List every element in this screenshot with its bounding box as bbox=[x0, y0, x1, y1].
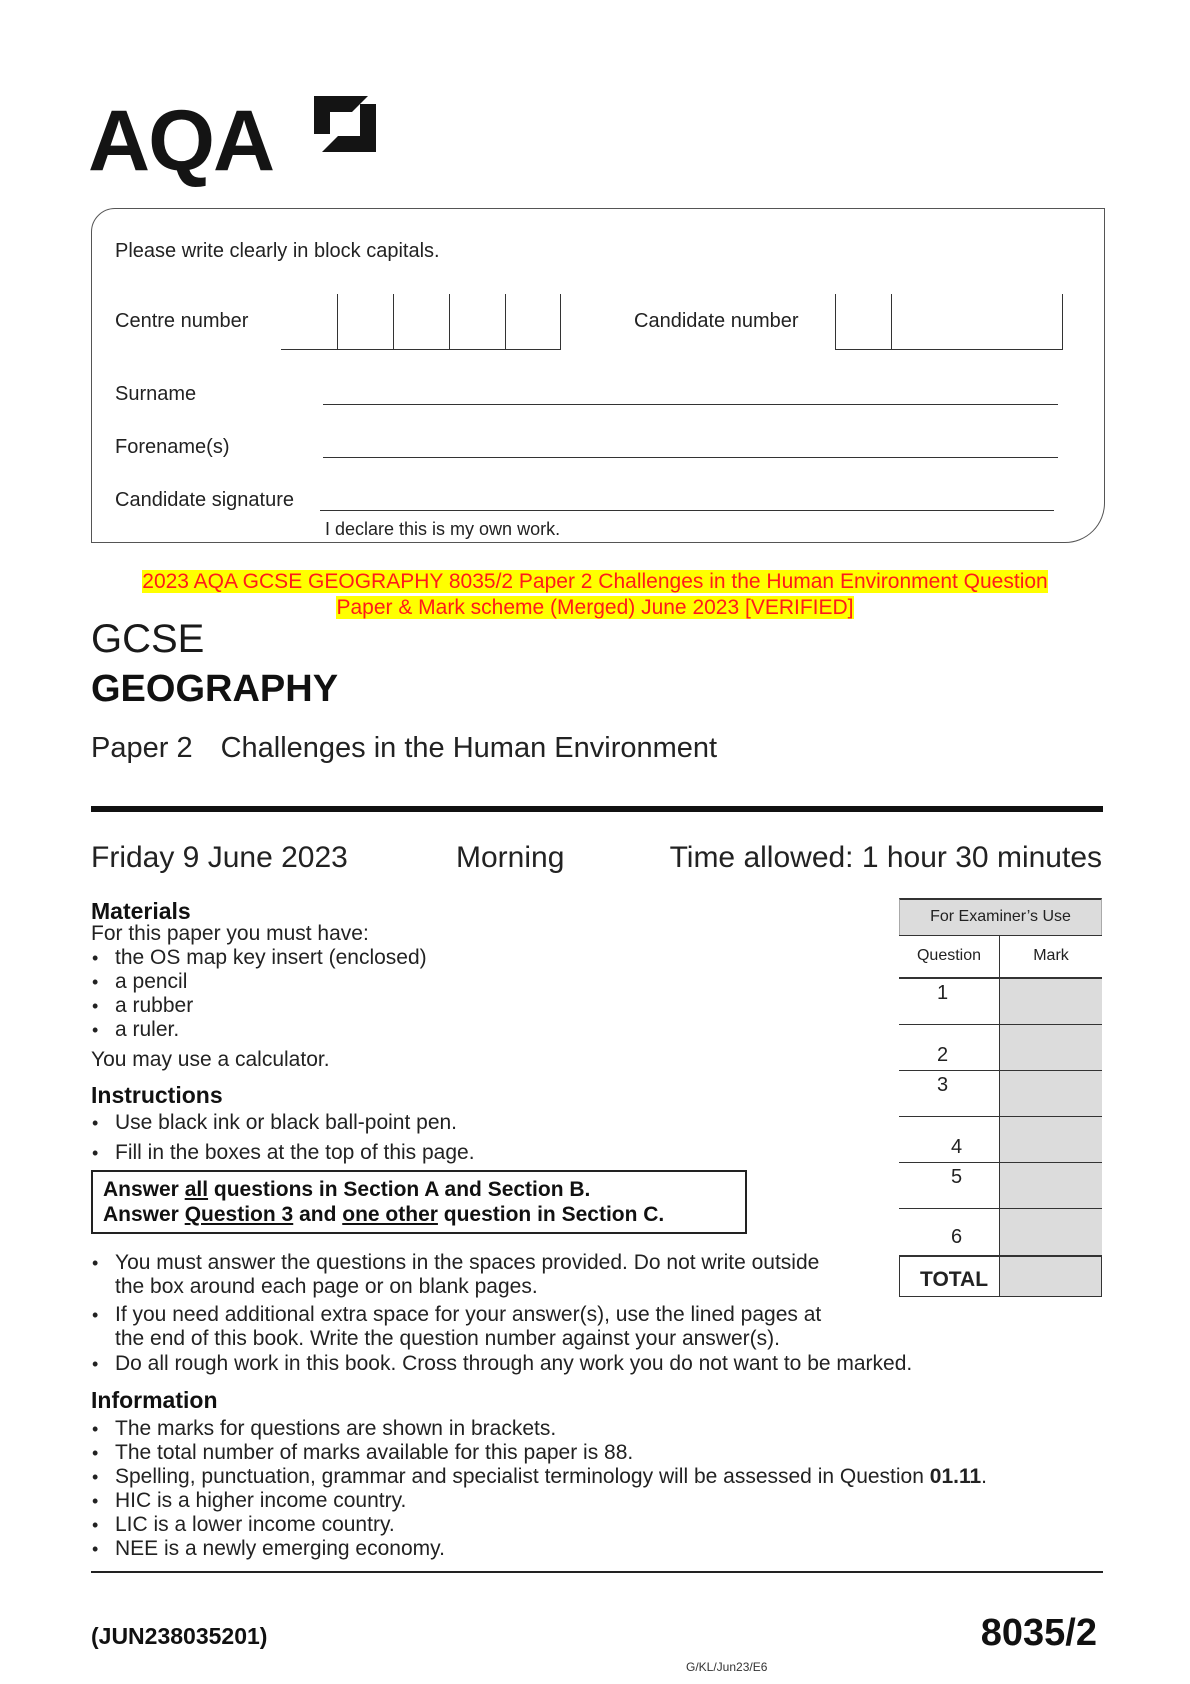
footer-rule bbox=[91, 1571, 1103, 1573]
paper-number: Paper 2 bbox=[91, 732, 193, 764]
materials-item: • a pencil bbox=[115, 970, 187, 994]
thick-rule bbox=[91, 806, 1103, 812]
signature-label: Candidate signature bbox=[115, 489, 295, 511]
materials-intro: For this paper you must have: bbox=[91, 922, 369, 945]
subject-title: GEOGRAPHY bbox=[91, 668, 339, 710]
instruction-item: • Use black ink or black ball-point pen. bbox=[115, 1111, 457, 1135]
answer-rule-line1: Answer all questions in Section A and Section B. bbox=[103, 1178, 591, 1201]
surname-label: Surname bbox=[115, 383, 197, 405]
forename-line[interactable] bbox=[323, 457, 1058, 458]
table-row bbox=[899, 1025, 1102, 1071]
table-row bbox=[899, 1163, 1102, 1209]
block-capitals-instruction: Please write clearly in block capitals. bbox=[115, 240, 440, 262]
title-banner-line1: 2023 AQA GCSE GEOGRAPHY 8035/2 Paper 2 Challenges in the Human Environment Question bbox=[142, 570, 1048, 593]
barcode-reference: (JUN238035201) bbox=[91, 1623, 268, 1649]
table-row bbox=[899, 1071, 1102, 1117]
question-number: 1 bbox=[937, 982, 949, 1004]
materials-heading: Materials bbox=[91, 898, 191, 924]
question-number: 3 bbox=[937, 1074, 949, 1096]
information-item: • HIC is a higher income country. bbox=[115, 1489, 406, 1513]
question-number: 2 bbox=[937, 1044, 949, 1066]
table-row bbox=[899, 1117, 1102, 1163]
examiners-use-header bbox=[899, 935, 1102, 979]
question-number: 5 bbox=[951, 1166, 963, 1188]
centre-number-boxes[interactable] bbox=[281, 294, 561, 350]
surname-line[interactable] bbox=[323, 404, 1058, 405]
mark-cell bbox=[999, 1025, 1102, 1070]
total-row bbox=[899, 1255, 1102, 1297]
qualification-level: GCSE bbox=[91, 617, 205, 661]
information-item: • The marks for questions are shown in brackets. bbox=[115, 1417, 556, 1441]
examiners-use-table bbox=[899, 898, 1102, 1297]
information-item: • The total number of marks available for this paper is 88. bbox=[115, 1441, 633, 1465]
candidate-digit-2[interactable] bbox=[891, 294, 1063, 350]
materials-item: • a rubber bbox=[115, 994, 193, 1018]
paper-title bbox=[91, 732, 717, 765]
time-allowed: Time allowed: 1 hour 30 minutes bbox=[669, 841, 1102, 874]
table-row bbox=[899, 979, 1102, 1025]
instruction-item: • You must answer the questions in the spaces provided. Do not write outside the box around each page or on blank pages. bbox=[115, 1251, 819, 1299]
aqa-logo bbox=[88, 84, 368, 189]
title-banner-line2: Paper & Mark scheme (Merged) June 2023 [VERIFIED] bbox=[336, 596, 854, 619]
examiners-use-title: For Examiner’s Use bbox=[899, 898, 1102, 935]
information-item: • Spelling, punctuation, grammar and specialist terminology will be assessed in Question 01.11. bbox=[115, 1465, 987, 1489]
centre-lead-underline bbox=[281, 349, 337, 350]
forename-label: Forename(s) bbox=[115, 436, 230, 458]
answer-rules-box bbox=[91, 1170, 747, 1234]
mark-cell bbox=[999, 979, 1102, 1024]
paper-code: 8035/2 bbox=[980, 1612, 1097, 1654]
centre-number-label: Centre number bbox=[115, 310, 249, 332]
mark-column-header: Mark bbox=[999, 936, 1102, 977]
signature-line[interactable] bbox=[320, 510, 1054, 511]
instruction-item: • If you need additional extra space for your answer(s), use the lined pages at the end of this book. Write the question number against your answer(s). bbox=[115, 1303, 821, 1351]
aqa-flag-icon bbox=[310, 90, 382, 162]
materials-item: • a ruler. bbox=[115, 1018, 179, 1042]
mark-cell bbox=[999, 1117, 1102, 1162]
print-reference: G/KL/Jun23/E6 bbox=[686, 1660, 768, 1674]
logo-text: AQA bbox=[88, 93, 274, 189]
question-column-header: Question bbox=[916, 947, 982, 964]
information-item: • LIC is a lower income country. bbox=[115, 1513, 395, 1537]
paper-name: Challenges in the Human Environment bbox=[220, 732, 718, 764]
centre-digit-2[interactable] bbox=[337, 294, 393, 350]
total-mark-cell bbox=[999, 1257, 1101, 1296]
instruction-item: • Do all rough work in this book. Cross through any work you do not want to be marked. bbox=[115, 1352, 912, 1376]
declaration-text: I declare this is my own work. bbox=[325, 519, 561, 539]
mark-cell bbox=[999, 1071, 1102, 1116]
mark-cell bbox=[999, 1163, 1102, 1208]
centre-digit-5[interactable] bbox=[505, 294, 561, 350]
calculator-note: You may use a calculator. bbox=[91, 1048, 330, 1071]
question-number: 4 bbox=[951, 1136, 963, 1158]
candidate-number-label: Candidate number bbox=[634, 310, 799, 332]
information-heading: Information bbox=[91, 1387, 218, 1413]
centre-digit-1[interactable] bbox=[281, 294, 337, 350]
instructions-heading: Instructions bbox=[91, 1082, 223, 1108]
answer-rule-line2: Answer Question 3 and one other question in Section C. bbox=[103, 1203, 665, 1226]
centre-digit-4[interactable] bbox=[449, 294, 505, 350]
total-label: TOTAL bbox=[920, 1268, 989, 1291]
exam-date: Friday 9 June 2023 bbox=[91, 841, 348, 874]
table-row bbox=[899, 1209, 1102, 1255]
candidate-digit-1[interactable] bbox=[835, 294, 891, 350]
mark-cell bbox=[999, 1209, 1102, 1255]
candidate-number-boxes[interactable] bbox=[835, 294, 1063, 350]
information-item: • NEE is a newly emerging economy. bbox=[115, 1537, 445, 1561]
materials-item: • the OS map key insert (enclosed) bbox=[115, 946, 427, 970]
instruction-item: • Fill in the boxes at the top of this page. bbox=[115, 1141, 475, 1165]
question-number: 6 bbox=[951, 1226, 963, 1248]
centre-digit-3[interactable] bbox=[393, 294, 449, 350]
exam-session: Morning bbox=[456, 841, 565, 874]
